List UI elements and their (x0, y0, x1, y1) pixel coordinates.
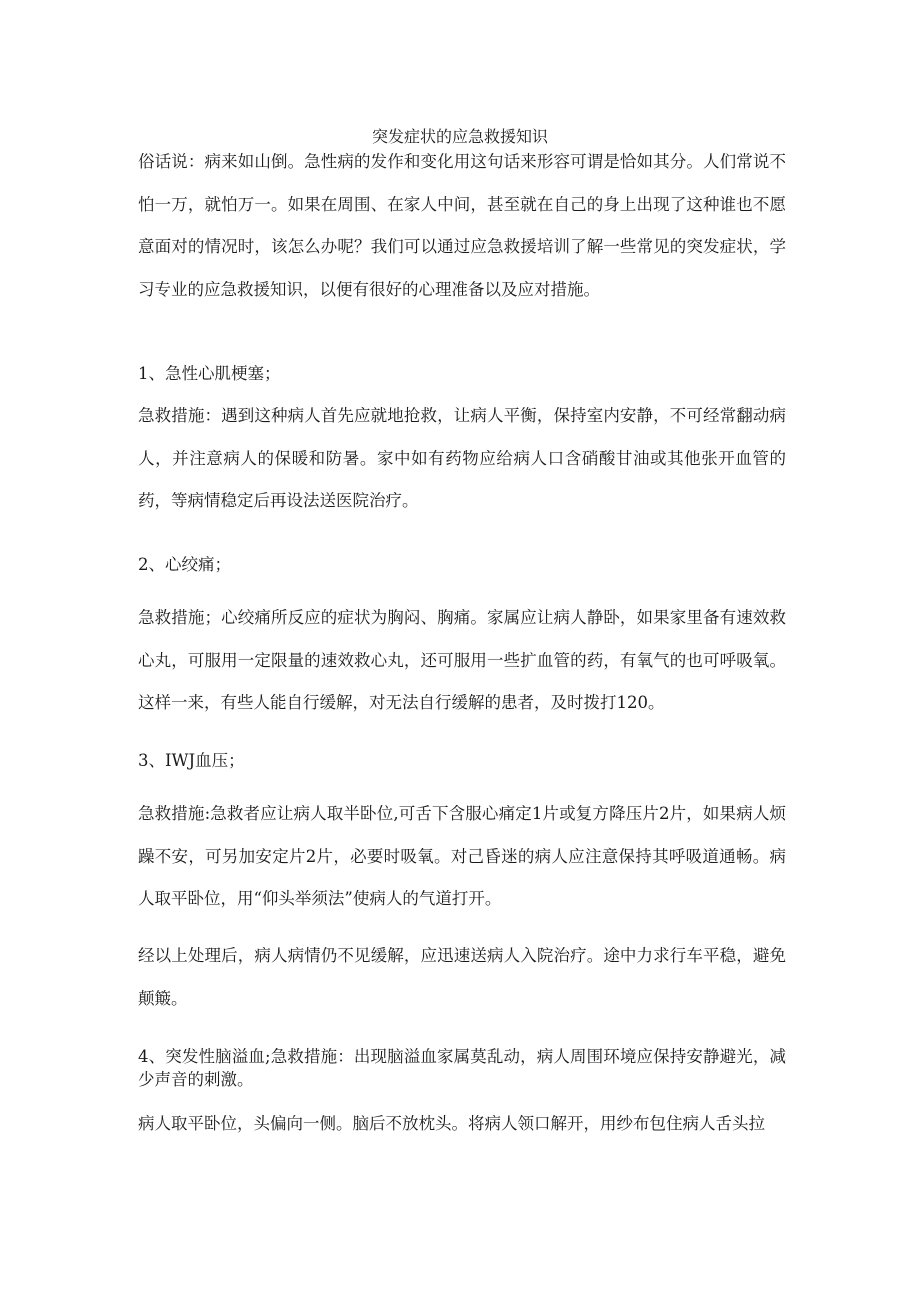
section-heading-blood-pressure: 3、IWJ血压； (138, 751, 245, 770)
section-heading-angina: 2、心绞痛； (138, 555, 231, 574)
section-heading-myocardial-infarction: 1、急性心肌梗塞； (138, 364, 281, 383)
paragraph-angina-measures: 急救措施；心绞痛所反应的症状为胸闷、胸痛。家属应让病人静卧，如果家里备有速效救心丸，可服用一定限量的速效救心丸，还可服用一些扩血管的药，有氧气的也可呼吸氧。这样一来，有些人能自行缓解，对无法自行缓解的患者，及时拨打120。 (138, 608, 786, 712)
intro-paragraph: 俗话说：病来如山倒。急性病的发作和变化用这句话来形容可谓是恰如其分。人们常说不怕一万，就怕万一。如果在周围、在家人中间，甚至就在自己的身上出现了这种谁也不愿意面对的情况时，该怎么办呢？我们可以通过应急救援培训了解一些常见的突发症状，学习专业的应急救援知识，以便有很好的心理准备以及应对措施。 (138, 152, 786, 299)
document-title: 突发症状的应急救援知识 (371, 127, 548, 146)
paragraph-cerebral-hemorrhage-care: 病人取平卧位，头偏向一侧。脑后不放枕头。将病人领口解开，用纱布包住病人舌头拉 (138, 1114, 765, 1133)
paragraph-follow-up-treatment: 经以上处理后，病人病情仍不见缓解，应迅速送病人入院治疗。途中力求行车平稳，避免颠簸。 (138, 946, 786, 1008)
paragraph-myocardial-infarction-measures: 急救措施：遇到这种病人首先应就地抢救，让病人平衡，保持室内安静，不可经常翻动病人，并注意病人的保暖和防暑。家中如有药物应给病人口含硝酸甘油或其他张开血管的药，等病情稳定后再设法送医院治疗。 (138, 406, 786, 510)
paragraph-cerebral-hemorrhage: 4、突发性脑溢血;急救措施：出现脑溢血家属莫乱动，病人周围环境应保持安静避光，减少声音的刺激。 (138, 1047, 786, 1089)
paragraph-blood-pressure-measures: 急救措施:急救者应让病人取半卧位,可舌下含服心痛定1片或复方降压片2片，如果病人烦躁不安，可另加安定片2片，必要时吸氧。对己昏迷的病人应注意保持其呼吸道通畅。病人取平卧位，用“仰头举须法”使病人的气道打开。 (138, 804, 786, 908)
